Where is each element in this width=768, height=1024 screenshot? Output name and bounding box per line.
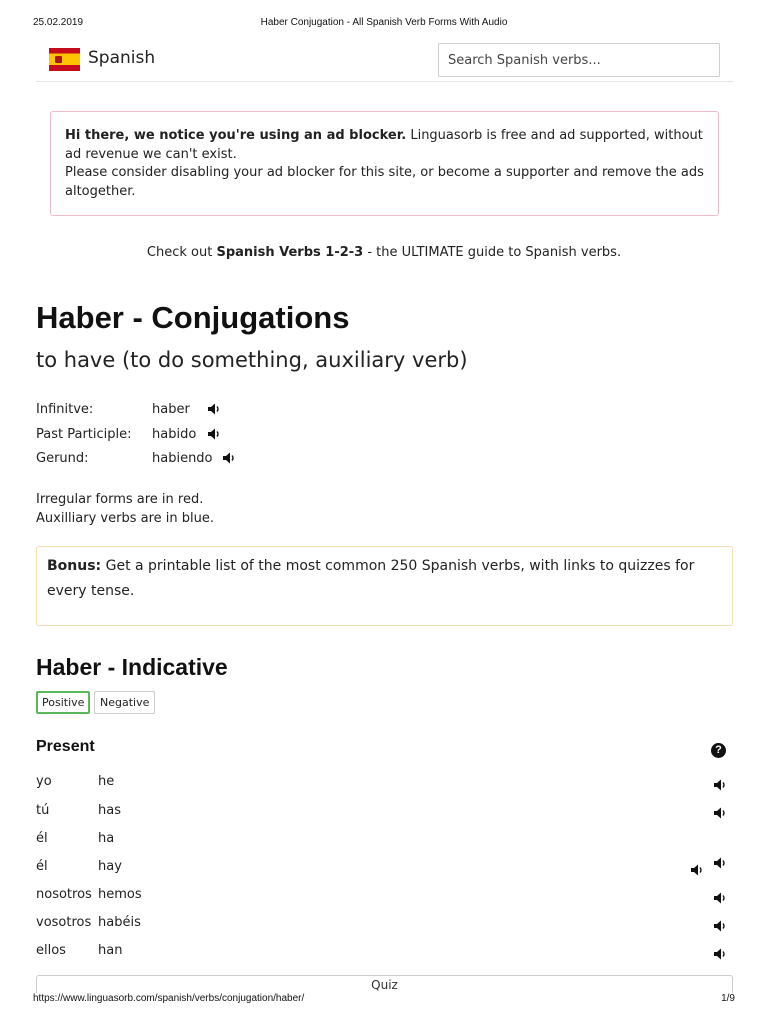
form-value: haber: [152, 402, 190, 417]
conjugation-row: [36, 800, 733, 822]
page-title: Haber - Conjugations: [36, 300, 350, 335]
pronoun: tú: [36, 803, 50, 818]
pronoun: él: [36, 859, 48, 874]
speaker-icon[interactable]: [714, 920, 727, 932]
infinitive-row: [36, 399, 276, 419]
speaker-icon[interactable]: [714, 807, 727, 819]
promo-line: [0, 245, 768, 260]
verb-meaning: to have (to do something, auxiliary verb): [36, 348, 468, 372]
form-label: Past Participle:: [36, 427, 132, 442]
speaker-icon[interactable]: [714, 892, 727, 904]
conjugation-row: [36, 884, 733, 906]
conjugated-verb: ha: [98, 831, 115, 846]
quiz-label: Quiz: [371, 978, 398, 992]
print-footer: [0, 993, 768, 1007]
form-label: Infinitve:: [36, 402, 94, 417]
past-participle-row: [36, 424, 276, 444]
conjugated-verb: hemos: [98, 887, 142, 902]
conjugation-row: [36, 856, 733, 878]
positive-toggle-button[interactable]: Positive: [36, 691, 90, 714]
top-bar: [36, 40, 734, 82]
spain-flag-icon[interactable]: [49, 48, 80, 71]
speaker-icon[interactable]: [714, 779, 727, 791]
speaker-icon[interactable]: [223, 452, 236, 464]
pronoun: él: [36, 831, 48, 846]
promo-link[interactable]: Spanish Verbs 1-2-3: [216, 245, 364, 260]
speaker-icon[interactable]: [714, 857, 727, 869]
negative-toggle-button[interactable]: Negative: [94, 691, 155, 714]
adblock-notice-bold: Hi there, we notice you're using an ad blocker.: [65, 128, 407, 143]
form-value: habido: [152, 427, 197, 442]
conjugated-verb: hay: [98, 859, 122, 874]
adblock-notice: [50, 111, 719, 216]
adblock-notice-text: Linguasorb is free and ad supported, without ad revenue we can't exist.: [65, 128, 703, 162]
pronoun: vosotros: [36, 915, 92, 930]
present-tense-heading: Present: [36, 738, 95, 755]
speaker-icon[interactable]: [714, 948, 727, 960]
search-input[interactable]: [438, 43, 720, 77]
print-page-number: 1/9: [721, 993, 735, 1004]
conjugation-row: [36, 828, 733, 850]
speaker-icon[interactable]: [208, 403, 221, 415]
pronoun: yo: [36, 774, 52, 789]
speaker-icon[interactable]: [208, 428, 221, 440]
conjugated-verb: has: [98, 803, 121, 818]
irregular-note: Irregular forms are in red.: [36, 492, 204, 507]
promo-prefix: Check out: [146, 245, 217, 260]
gerund-row: [36, 448, 276, 468]
print-page-title: Haber Conjugation - All Spanish Verb Forms With Audio: [260, 17, 508, 28]
pronoun: nosotros: [36, 887, 92, 902]
conjugation-row: [36, 771, 733, 793]
conjugated-verb: he: [98, 774, 115, 789]
pronoun: ellos: [36, 943, 66, 958]
conjugation-row: [36, 940, 733, 962]
legend-notes: [36, 491, 214, 528]
question-circle-icon[interactable]: ?: [711, 743, 726, 758]
bonus-label: Bonus:: [47, 558, 102, 574]
adblock-notice-text-2: Please consider disabling your ad blocker for this site, or become a supporter and remove the ads altogether.: [65, 165, 704, 199]
print-header: [0, 17, 768, 31]
form-value: habiendo: [152, 451, 213, 466]
print-date: 25.02.2019: [33, 17, 84, 28]
indicative-heading: Haber - Indicative: [36, 654, 228, 680]
auxiliary-note: Auxilliary verbs are in blue.: [36, 510, 214, 526]
conjugated-verb: han: [98, 943, 123, 958]
form-label: Gerund:: [36, 451, 89, 466]
bonus-text: Get a printable list of the most common 250 Spanish verbs, with links to quizzes for every tense.: [47, 558, 695, 599]
bonus-box[interactable]: [36, 546, 733, 626]
conjugated-verb: habéis: [98, 915, 141, 930]
brand-title[interactable]: Spanish: [88, 48, 156, 68]
promo-suffix: - the ULTIMATE guide to Spanish verbs.: [363, 245, 622, 260]
print-url: https://www.linguasorb.com/spanish/verbs/conjugation/haber/: [33, 993, 305, 1004]
conjugation-row: [36, 912, 733, 934]
speaker-icon[interactable]: [691, 864, 704, 876]
